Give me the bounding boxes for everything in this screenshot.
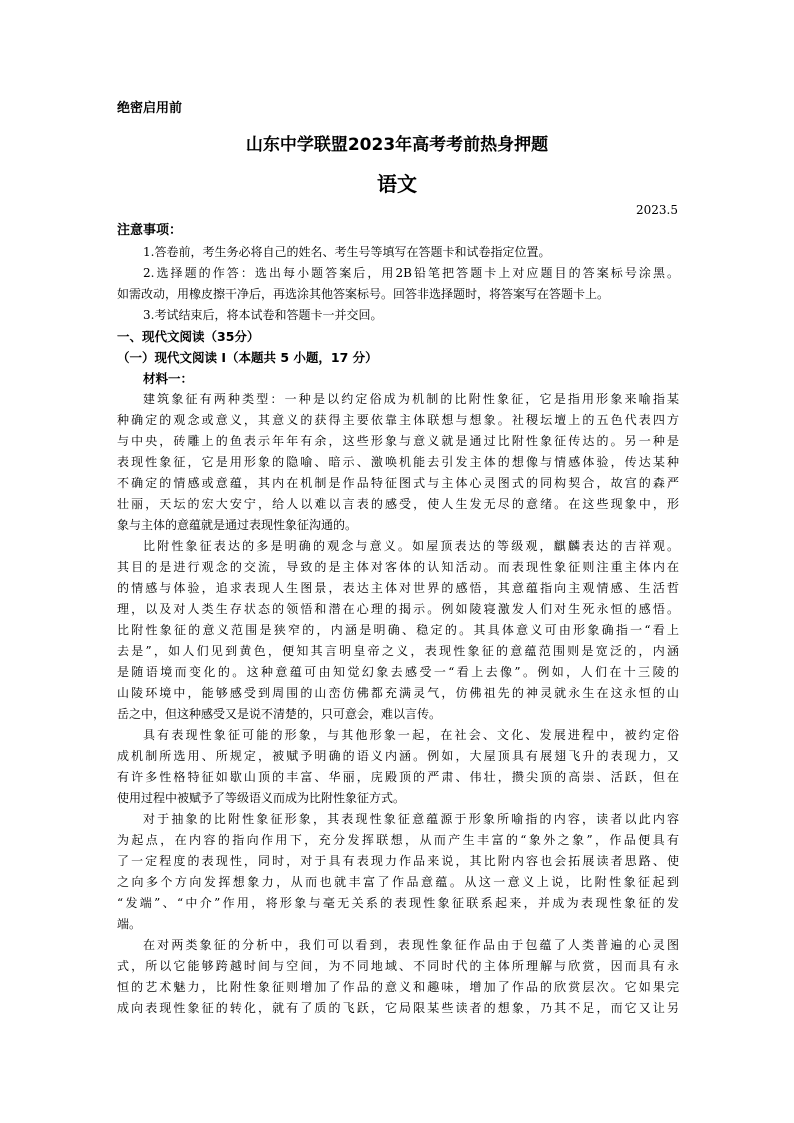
text-line: 理，以及对人类生存状态的领悟和潜在心理的揭示。例如陵寝激发人们对生死永恒的感悟。: [117, 602, 679, 616]
text-line: 壮丽，天坛的宏大安宁，给人以难以言表的感受，使人生发无尽的意绪。在这些现象中，形: [117, 497, 679, 511]
text-line: 恒的艺术魅力，比附性象征则增加了作品的意义和趣味，增加了作品的欣赏层次。它如果完: [117, 980, 679, 994]
text-line: 为起点，在内容的指向作用下，充分发挥联想，从而产生丰富的“象外之象”，作品便具有: [117, 833, 679, 847]
text-line: 的情感与体验，追求表现人生图景，表达主体对世界的感悟，其意蕴指向主观情感、生活哲: [117, 581, 679, 595]
text-line: 是随语境而变化的。这种意蕴可由知觉幻象去感受一“看上去像”。例如，人们在十三陵的: [117, 665, 679, 679]
text-line: 使用过程中被赋予了等级语义而成为比附性象征方式。: [117, 791, 406, 805]
notice-item: 1.答卷前，考生务必将自己的姓名、考生号等填写在答题卡和试卷指定位置。: [143, 245, 551, 259]
paragraph: [117, 389, 679, 536]
text-line: 之向多个方向发挥想象力，从而也就丰富了作品意蕴。从这一意义上说，比附性象征起到: [117, 875, 679, 889]
notice-heading: 注意事项：: [117, 223, 183, 238]
text-line: 表现性象征，它是用形象的隐喻、暗示、激唤机能去引发主体的想像与情感体验，传达某种: [117, 455, 679, 469]
material-heading: 材料一：: [143, 371, 194, 386]
text-line: 有许多性格特征如歇山顶的丰富、华丽，庑殿顶的严肃、伟壮，攒尖顶的高崇、活跃，但在: [117, 770, 679, 784]
notice-item: 2.选择题的作答：选出每小题答案后，用2B铅笔把答题卡上对应题目的答案标号涂黑。: [143, 266, 679, 280]
subsection-heading: （一）现代文阅读 I（本题共 5 小题，17 分）: [117, 350, 378, 365]
text-line: 成机制所选用、所规定，被赋予明确的语义内涵。例如，大屋顶具有展翅飞升的表现力，又: [117, 749, 679, 763]
text-line: 山陵环境中，能够感受到周围的山峦仿佛都充满灵气，仿佛祖先的神灵就永生在这永恒的山: [117, 686, 679, 700]
paragraph: [117, 935, 679, 1019]
text-line: 了一定程度的表现性，同时，对于具有表现力作品来说，其比附内容也会拓展读者思路、使: [117, 854, 679, 868]
text-line: 象与主体的意蕴就是通过表现性象征沟通的。: [117, 518, 358, 532]
text-line: 其目的是进行观念的交流，导致的是主体对客体的认知活动。而表现性象征则注重主体内在: [117, 560, 679, 574]
text-line: 建筑象征有两种类型：一种是以约定俗成为机制的比附性象征，它是指用形象来喻指某: [143, 392, 679, 406]
paragraph: [117, 536, 679, 725]
section-heading: 一、现代文阅读（35分）: [117, 329, 260, 344]
text-line: 比附性象征表达的多是明确的观念与意义。如屋顶表达的等级观，麒麟表达的吉祥观。: [143, 539, 679, 553]
exam-body: [117, 220, 679, 1019]
confidential-label: 绝密启用前: [117, 101, 183, 116]
exam-title: 山东中学联盟2023年高考考前热身押题: [245, 135, 549, 155]
paragraph: [117, 725, 679, 809]
text-line: 比附性象征的意义范围是狭窄的，内涵是明确、稳定的。其具体意义可由形象确指一“看上: [117, 623, 679, 637]
text-line: 与中央，砖雕上的鱼表示年年有余，这些形象与意义就是通过比附性象征传达的。另一种是: [117, 434, 679, 448]
text-line: 对于抽象的比附性象征形象，其表现性象征意蕴源于形象所喻指的内容，读者以此内容: [143, 812, 679, 826]
text-line: 去是”，如人们见到黄色，便知其言明皇帝之义，表现性象征的意蕴范围则是宽泛的，内涵: [117, 644, 679, 658]
text-line: 不确定的情感或意蕴，其内在机制是作品特征图式与主体心灵图式的同构契合，故宫的森严: [117, 476, 679, 490]
text-line: 岳之中，但这种感受又是说不清楚的，只可意会，难以言传。: [117, 707, 442, 721]
text-line: 在对两类象征的分析中，我们可以看到，表现性象征作品由于包蕴了人类普遍的心灵图: [143, 938, 679, 952]
exam-date: 2023.5: [636, 203, 678, 217]
paragraph: [117, 809, 679, 935]
text-line: 种确定的观念或意义，其意义的获得主要依靠主体联想与想象。社稷坛壇上的五色代表四方: [117, 413, 679, 427]
notice-item: 3.考试结束后，将本试卷和答题卡一并交回。: [143, 308, 383, 322]
text-line: 式，所以它能够跨越时间与空间，为不同地域、不同时代的主体所理解与欣赏，因而具有永: [117, 959, 679, 973]
text-line: 端。: [117, 917, 142, 931]
text-line: “发端”、“中介”作用，将形象与毫无关系的表现性象征联系起来，并成为表现性象征的发: [117, 896, 679, 910]
text-line: 具有表现性象征可能的形象，与其他形象一起，在社会、文化、发展进程中，被约定俗: [143, 728, 679, 742]
text-line: 成向表现性象征的转化，就有了质的飞跃，它局限某些读者的想象，乃其不足，而它又让另: [117, 1001, 679, 1015]
subject-title: 语文: [377, 172, 417, 196]
notice-item: 如需改动，用橡皮擦干净后，再选涂其他答案标号。回答非选择题时，将答案写在答题卡上。: [117, 287, 610, 301]
